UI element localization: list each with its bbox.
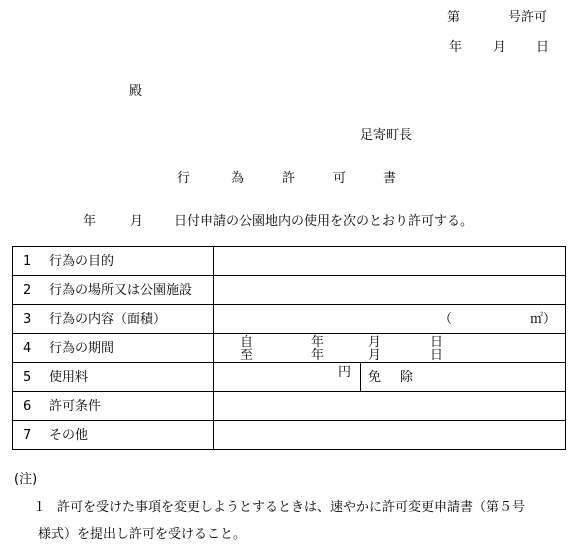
- fee-cell[interactable]: [214, 363, 566, 392]
- period-from-day: 日: [430, 335, 444, 350]
- row-number: 6: [23, 398, 32, 414]
- period-to-day: 日: [430, 348, 444, 363]
- period-from-month: 月: [368, 335, 382, 350]
- date-day: 日: [536, 40, 550, 55]
- other-value-cell[interactable]: [214, 421, 566, 450]
- addressee-suffix: 殿: [129, 84, 143, 99]
- date-month: 月: [493, 40, 507, 55]
- table-row: [13, 247, 566, 276]
- notes-line-2: 様式）を提出し許可を受けること。: [38, 527, 247, 542]
- row-number: 3: [23, 311, 32, 327]
- notes-item-number: １: [33, 500, 47, 515]
- period-from: 自: [240, 335, 254, 350]
- table-row: [13, 276, 566, 305]
- row-label-text: その他: [49, 427, 89, 443]
- row-number: 1: [23, 253, 32, 269]
- row-number: 7: [23, 427, 32, 443]
- area-open-paren: （: [439, 312, 453, 327]
- fee-exempt-2: 除: [400, 370, 414, 385]
- table-row: [13, 363, 566, 392]
- intro-month: 月: [130, 214, 144, 229]
- location-value-cell[interactable]: [214, 276, 566, 305]
- intro-text: 日付申請の公園地内の使用を次のとおり許可する。: [174, 214, 474, 229]
- title-char: 書: [383, 171, 397, 186]
- conditions-value-cell[interactable]: [214, 392, 566, 421]
- permit-number-prefix: 第: [447, 10, 461, 25]
- permit-form-table: [12, 246, 566, 450]
- period-to-month: 月: [368, 348, 382, 363]
- notes-line-1: 許可を受けた事項を変更しようとするときは、速やかに許可変更申請書（第５号: [57, 500, 526, 515]
- row-label: [13, 276, 214, 305]
- period-from-year: 年: [311, 335, 325, 350]
- row-label-text: 使用料: [49, 369, 89, 385]
- table-row: [13, 305, 566, 334]
- intro-year: 年: [83, 214, 97, 229]
- row-label-text: 行為の内容（面積）: [49, 311, 167, 327]
- row-label: [13, 421, 214, 450]
- area-unit: ㎡）: [530, 312, 557, 327]
- notes-heading: (注): [14, 472, 38, 487]
- period-to-year: 年: [311, 348, 325, 363]
- issuer-title: 足寄町長: [360, 128, 413, 143]
- table-row: [13, 421, 566, 450]
- row-label: [13, 392, 214, 421]
- row-number: 2: [23, 282, 32, 298]
- period-to: 至: [240, 348, 254, 363]
- title-char: 可: [333, 171, 347, 186]
- table-row: [13, 392, 566, 421]
- title-char: 行: [177, 171, 191, 186]
- row-label-text: 行為の目的: [49, 253, 115, 269]
- row-label: [13, 334, 214, 363]
- row-label: [13, 247, 214, 276]
- period-cell[interactable]: [214, 334, 566, 363]
- fee-divider: [360, 363, 361, 391]
- content-area-cell[interactable]: [214, 305, 566, 334]
- title-char: 為: [231, 171, 245, 186]
- table-row: [13, 334, 566, 363]
- title-char: 許: [282, 171, 296, 186]
- fee-currency: 円: [338, 365, 352, 380]
- row-label: [13, 305, 214, 334]
- row-label-text: 行為の場所又は公園施設: [49, 282, 193, 298]
- row-label-text: 行為の期間: [49, 340, 115, 356]
- row-label-text: 許可条件: [49, 398, 102, 414]
- date-year: 年: [449, 40, 463, 55]
- row-number: 5: [23, 369, 32, 385]
- fee-exempt-1: 免: [368, 370, 382, 385]
- row-label: [13, 363, 214, 392]
- row-number: 4: [23, 340, 32, 356]
- permit-number-suffix: 号許可: [508, 10, 548, 25]
- purpose-value-cell[interactable]: [214, 247, 566, 276]
